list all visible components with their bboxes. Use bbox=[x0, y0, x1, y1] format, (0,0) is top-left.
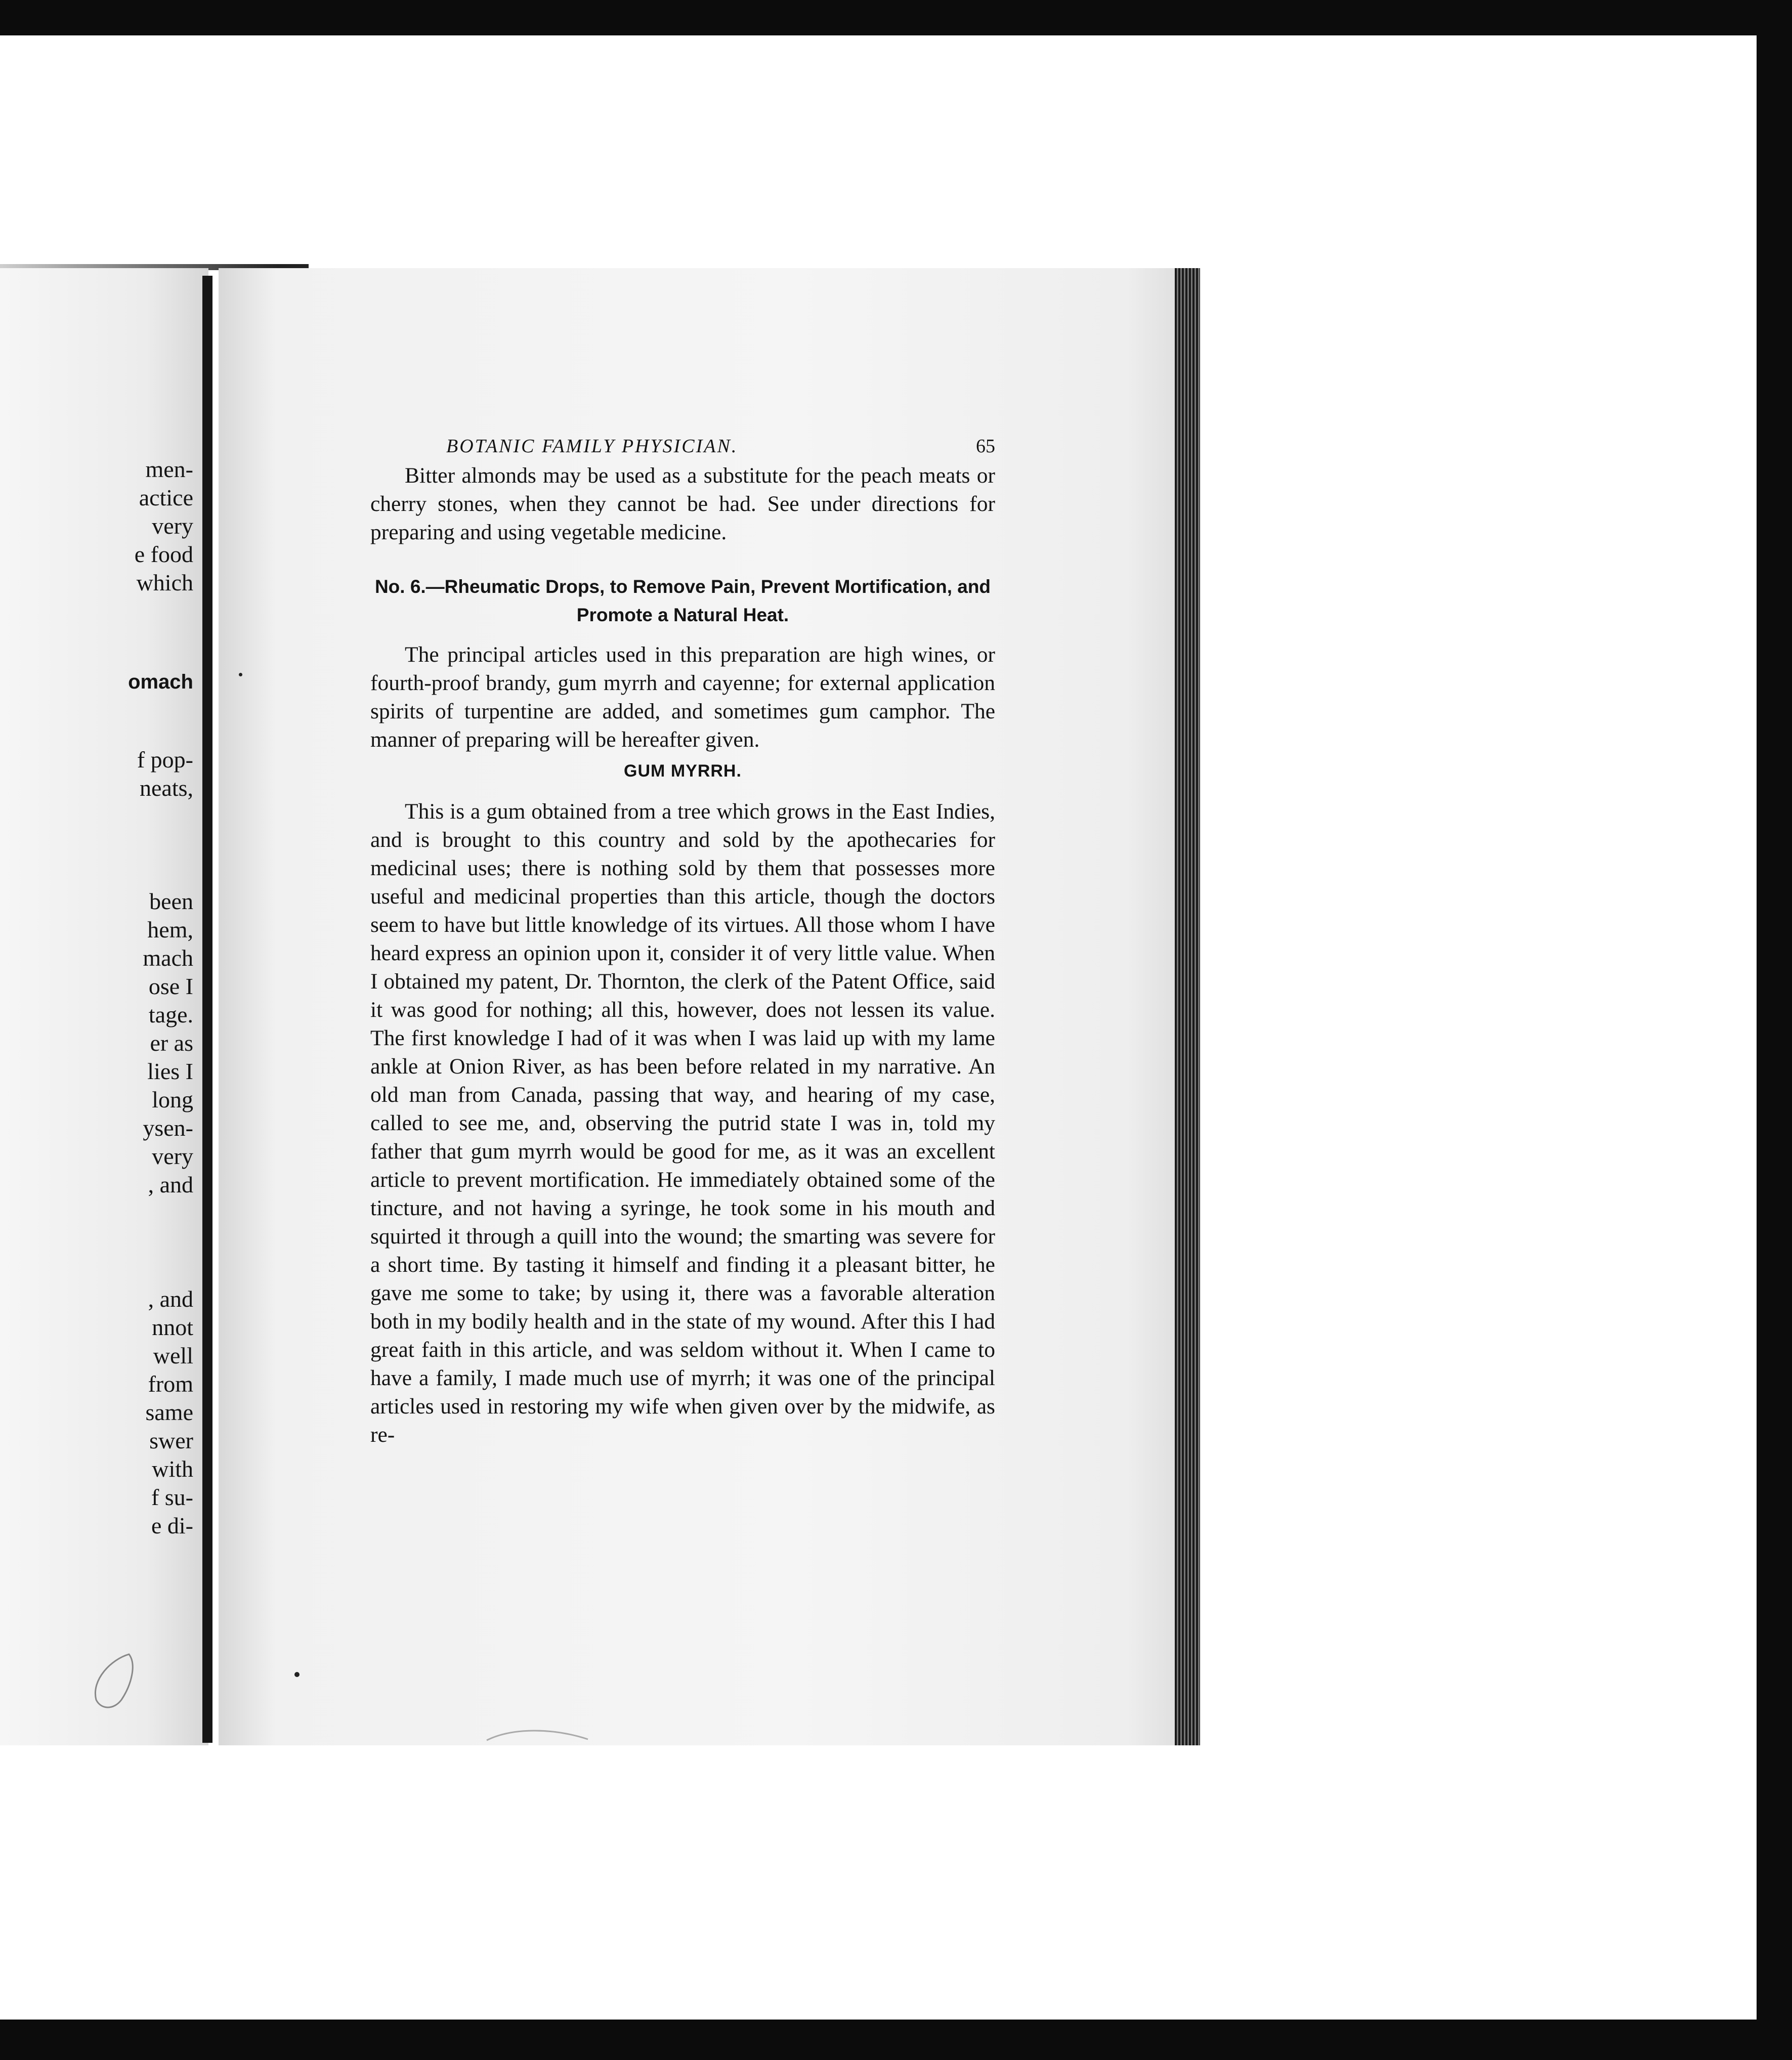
speck-mark bbox=[239, 673, 242, 676]
left-page-line: with bbox=[152, 1456, 193, 1482]
left-page-line: , and bbox=[148, 1172, 193, 1197]
scan-border-top bbox=[0, 0, 1792, 35]
left-page-line: mach bbox=[143, 945, 193, 971]
book-page-edges bbox=[1175, 268, 1200, 1745]
left-page-line: ose I bbox=[148, 973, 193, 999]
intro-paragraph: Bitter almonds may be used as a substitute for the peach meats or cherry stones, when they cannot be had. See under directions for preparing and using vegetable medicine. bbox=[370, 463, 995, 544]
left-page-line: tage. bbox=[148, 1002, 193, 1027]
left-page-line: nnot bbox=[152, 1314, 193, 1340]
left-page-line: very bbox=[152, 1143, 193, 1169]
scan-border-bottom bbox=[0, 2020, 1792, 2060]
paper-stain-mark bbox=[81, 1644, 152, 1720]
scan-border-right bbox=[1757, 0, 1792, 2060]
left-page-line: e di- bbox=[151, 1513, 193, 1538]
left-page-line: from bbox=[148, 1371, 193, 1397]
page-text-block bbox=[370, 435, 995, 1449]
paper-crease-mark bbox=[482, 1725, 593, 1745]
left-page-line: , and bbox=[148, 1286, 193, 1312]
left-page-line: men- bbox=[145, 456, 193, 482]
left-page-line: lies I bbox=[147, 1058, 193, 1084]
left-page-line: been bbox=[149, 888, 193, 914]
left-page-line: hem, bbox=[147, 917, 193, 942]
running-head-title: BOTANIC FAMILY PHYSICIAN. bbox=[446, 436, 738, 457]
section-paragraph: The principal articles used in this preparation are high wines, or fourth-proof brandy, gum myrrh and cayenne; for external application spirits of turpentine are added, and sometimes gum camphor. The manner of preparing will be hereafter given. bbox=[370, 642, 995, 752]
speck-mark bbox=[294, 1672, 300, 1677]
left-page-line: er as bbox=[150, 1030, 193, 1056]
section-heading: No. 6.—Rheumatic Drops, to Remove Pain, Prevent Mortification, and Promote a Natural Heat. bbox=[374, 576, 991, 625]
left-page-line: very bbox=[152, 513, 193, 539]
subheading: GUM MYRRH. bbox=[624, 761, 742, 781]
left-page-line: which bbox=[136, 570, 193, 595]
left-page-heading-fragment: omach bbox=[128, 671, 193, 693]
page-number: 65 bbox=[976, 436, 995, 457]
myrrh-paragraph: This is a gum obtained from a tree which grows in the East Indies, and is brought to this country and sold by the apothecaries for medicinal uses; there is nothing sold by them that possesses more useful and medicinal properties than this article, though the doctors seem to have but little knowledge of its virtues. All those whom I have heard express an opinion upon it, consider it of very little value. When I obtained my patent, Dr. Thornton, the clerk of the Patent Office, said it was good for nothing; all this, however, does not lessen its value. The first knowledge I had of it was when I was laid up with my lame ankle at Onion River, as has been before related in my narrative. An old man from Canada, passing that way, and hearing of my case, called to see me, and, observing the putrid state I was in, told my father that gum myrrh would be good for me, as it was an excellent article to prevent mortification. He immediately obtained some of the tincture, and not having a syringe, he took some in his mouth and squirted it through a quill into the wound; the smarting was severe for a short time. By tasting it himself and finding it a pleasant bitter, he gave me some to take; by using it, there was a favorable alteration both in my bodily health and in the state of my wound. After this I had great faith in this article, and was seldom without it. When I came to have a family, I made much use of myrrh; it was one of the principal articles used in restoring my wife when given over by the midwife, as re- bbox=[370, 799, 995, 1447]
left-page-line: neats, bbox=[139, 775, 193, 801]
left-page-line: actice bbox=[139, 485, 193, 510]
left-page-line: e food bbox=[134, 541, 193, 567]
left-page-line: same bbox=[145, 1399, 193, 1425]
left-page bbox=[0, 268, 208, 1745]
left-page-line: long bbox=[152, 1087, 193, 1112]
right-page bbox=[219, 268, 1175, 1745]
running-head bbox=[370, 435, 995, 461]
book-gutter bbox=[202, 276, 212, 1743]
left-page-line: f pop- bbox=[137, 747, 193, 773]
left-page-line: swer bbox=[149, 1428, 193, 1453]
left-page-line: f su- bbox=[151, 1484, 193, 1510]
left-page-line: well bbox=[153, 1343, 193, 1368]
left-page-line: ysen- bbox=[143, 1115, 193, 1141]
